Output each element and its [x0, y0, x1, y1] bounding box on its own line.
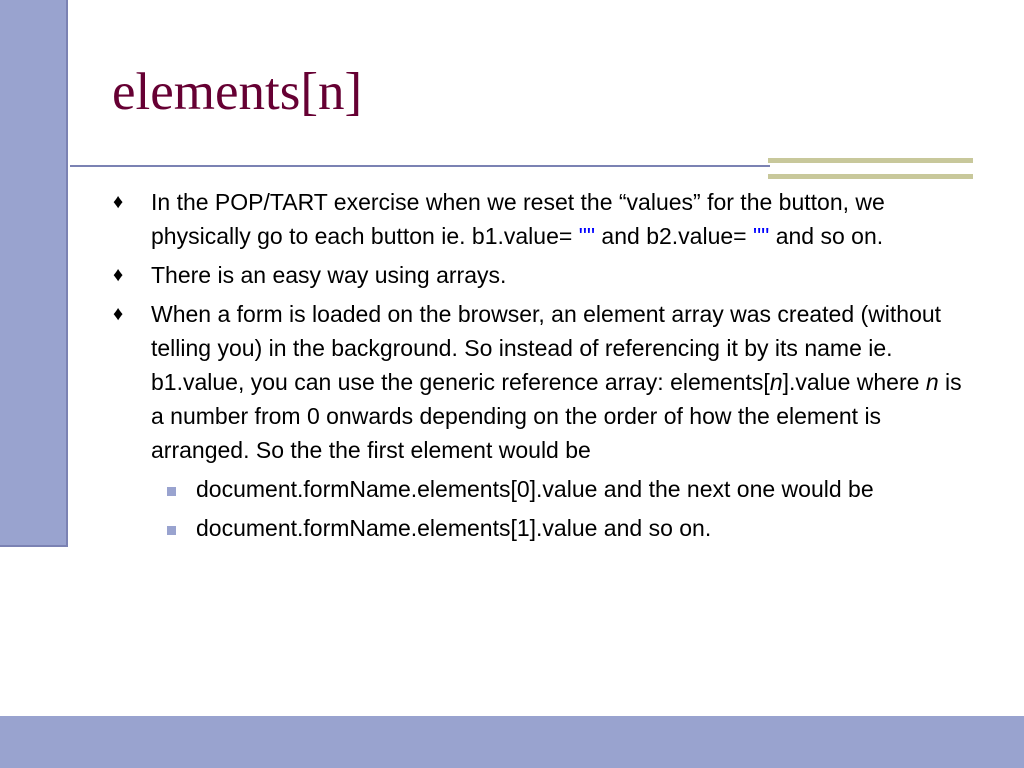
- slide-body: [113, 185, 973, 550]
- empty-string-literal: "": [578, 223, 596, 249]
- bullet-text: and so on.: [769, 223, 884, 249]
- diamond-bullet-icon: ♦: [113, 191, 124, 213]
- bullet-item: [113, 297, 973, 467]
- bullet-text: is a number from 0 onwards depending on the order of how the element is arranged. So the the first element would be: [151, 369, 962, 463]
- title-divider: [70, 165, 770, 167]
- bottom-band: [0, 716, 1024, 768]
- sub-bullet-item: [113, 511, 973, 545]
- bullet-item: [113, 185, 973, 253]
- bullet-text: In the POP/TART exercise when we reset the “values” for the button, we physically go to each button ie. b1.value=: [151, 189, 885, 249]
- diamond-bullet-icon: ♦: [113, 264, 124, 286]
- variable-n: n: [769, 369, 783, 395]
- bullet-text: and b2.value=: [595, 223, 753, 249]
- accent-stripe: [768, 158, 973, 163]
- square-bullet-icon: [167, 526, 176, 535]
- square-bullet-icon: [167, 487, 176, 496]
- bullet-text: When a form is loaded on the browser, an element array was created (without telling you) in the background. So instead of referencing it by its name ie. b1.value, you can use the generic reference array: elements[: [151, 301, 942, 395]
- sub-bullet-item: [113, 472, 973, 506]
- accent-stripe: [768, 174, 973, 179]
- variable-n: n: [925, 369, 939, 395]
- bullet-text: There is an easy way using arrays.: [151, 262, 507, 288]
- bullet-text: ].value where: [782, 369, 926, 395]
- left-side-bar: [0, 0, 68, 547]
- bullet-item: [113, 258, 973, 292]
- sub-bullet-text: document.formName.elements[0].value and the next one would be: [196, 476, 874, 502]
- accent-stripes: [768, 158, 973, 179]
- empty-string-literal: "": [752, 223, 770, 249]
- diamond-bullet-icon: ♦: [113, 303, 124, 325]
- slide-title: elements[n]: [112, 63, 363, 121]
- sub-bullet-text: document.formName.elements[1].value and so on.: [196, 515, 712, 541]
